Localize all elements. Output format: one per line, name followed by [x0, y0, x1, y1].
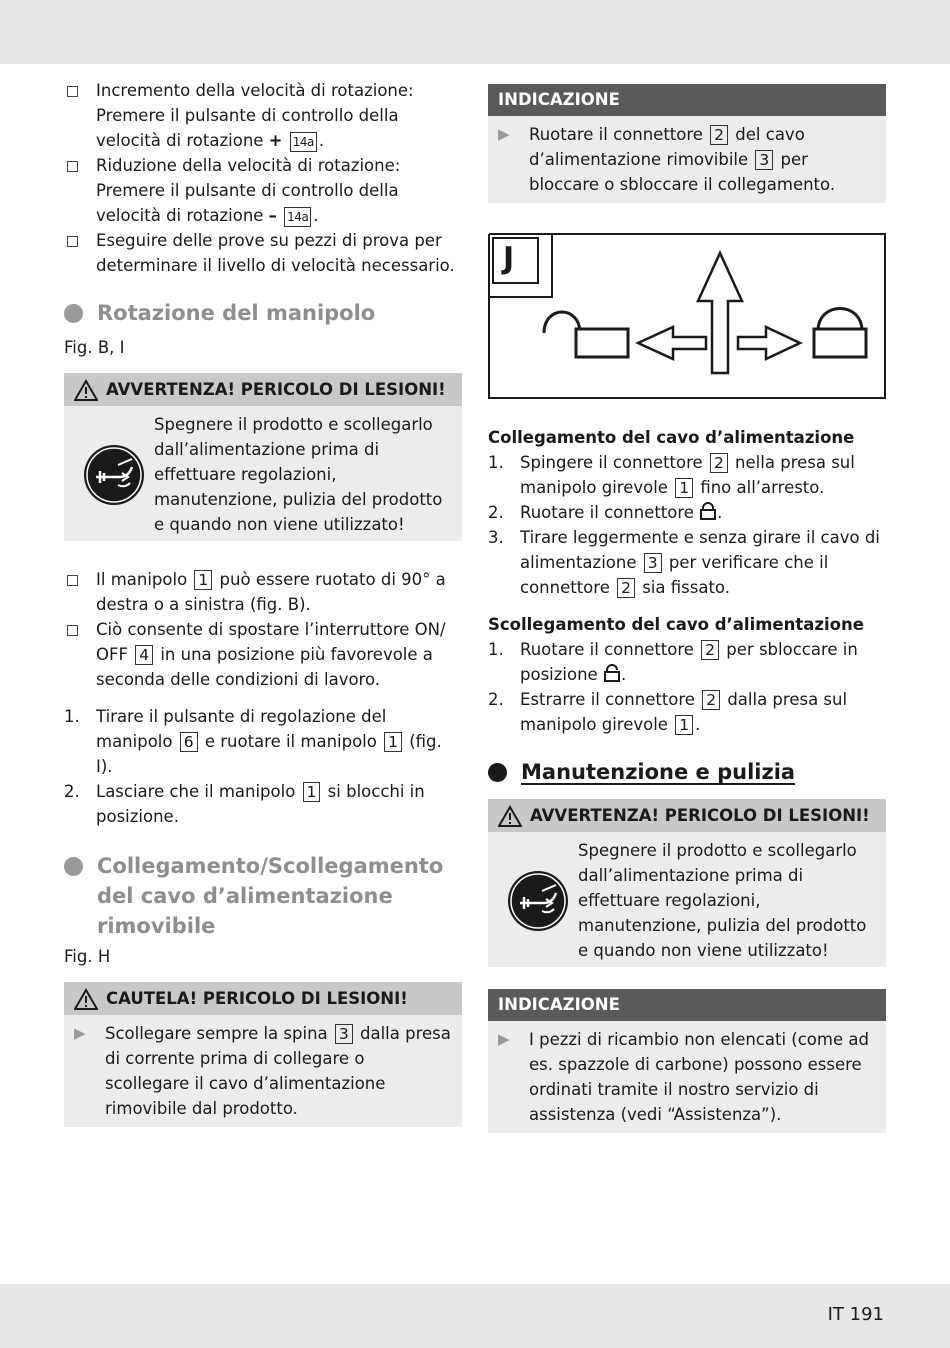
warning-text: Spegnere il prodotto e scollegarlo dall’alimentazione prima di effettuare regolazioni, manutenzione, pulizia del prodotto e quando non viene utilizzato!: [578, 841, 867, 960]
warning-box: [488, 799, 886, 967]
figure-j: [488, 233, 886, 399]
step-text: si blocchi in posizione.: [96, 782, 425, 826]
note-box: [488, 989, 886, 1133]
warning-text: Spegnere il prodotto e scollegarlo dall’alimentazione prima di effettuare regolazioni, manutenzione, pulizia del prodotto e quando non viene utilizzato!: [154, 415, 443, 534]
step-text: Lasciare che il manipolo: [96, 782, 301, 801]
step-text: .: [695, 715, 701, 734]
note-box: [488, 84, 886, 203]
arrow-right-icon: ▶: [498, 125, 510, 143]
step-text: .: [620, 665, 627, 684]
section-heading-rotation: [64, 298, 462, 328]
warning-header: [64, 373, 462, 406]
step-text: per verificare che il connettore: [520, 553, 829, 597]
ref-number: 3: [755, 150, 773, 170]
warning-triangle-icon: [74, 988, 98, 1010]
ref-number: 1: [303, 782, 321, 802]
step-text: nella presa sul manipolo girevole: [520, 453, 855, 497]
lock-unlock-diagram: [488, 233, 886, 399]
warning-header: [488, 799, 886, 832]
list-item: [488, 687, 886, 737]
step-number: 2.: [64, 782, 80, 801]
bullet-text: Riduzione della velocità di rotazione: Premere il pulsante di controllo della velocità di rotazione: [96, 156, 401, 225]
unplug-icon: [74, 412, 154, 537]
list-item: [64, 228, 462, 278]
page-number: IT 191: [827, 1304, 884, 1325]
ref-number: 4: [135, 645, 153, 665]
lock-open-icon: [603, 664, 621, 682]
list-item: [64, 779, 462, 829]
step-number: 1.: [64, 707, 80, 726]
left-column: [64, 78, 462, 1127]
lock-closed-icon: [699, 502, 717, 520]
list-item: [64, 153, 462, 228]
warning-body: [488, 832, 886, 967]
warning-triangle-icon: [74, 379, 98, 401]
step-text: Ruotare il connettore: [520, 503, 700, 522]
bullet-text: Eseguire delle prove su pezzi di prova per determinare il livello di velocità necessario.: [96, 231, 455, 275]
warning-title: AVVERTENZA! PERICOLO DI LESIONI!: [530, 806, 870, 825]
step-text: Tirare leggermente e senza girare il cavo di alimentazione: [520, 528, 880, 572]
note-title: INDICAZIONE: [488, 84, 886, 116]
rotation-bullet-list: [64, 567, 462, 692]
ref-number: 1: [194, 570, 212, 590]
step-text: fino all’arresto.: [695, 478, 825, 497]
step-text: Estrarre il connettore: [520, 690, 701, 709]
list-item: [488, 450, 886, 500]
ref-number: 1: [384, 732, 402, 752]
bullet-text: Ciò consente di spostare l’interruttore ON/ OFF: [96, 620, 446, 664]
section-title: Rotazione del manipolo: [97, 301, 376, 325]
minus-symbol: –: [268, 206, 277, 225]
step-text: (fig. I).: [96, 732, 442, 776]
ref-number: 14a: [284, 207, 311, 227]
ref-number: 2: [701, 640, 719, 660]
ref-number: 1: [675, 715, 693, 735]
ref-number: 1: [675, 478, 693, 498]
top-band: [0, 0, 950, 64]
ref-number: 2: [702, 690, 720, 710]
heading-dot-icon: [488, 763, 507, 782]
caution-title: CAUTELA! PERICOLO DI LESIONI!: [106, 989, 408, 1008]
bullet-text: .: [318, 131, 325, 150]
note-title: INDICAZIONE: [488, 989, 886, 1021]
warning-body: [64, 406, 462, 541]
bullet-text: Il manipolo: [96, 570, 193, 589]
note-text: Ruotare il connettore: [529, 125, 709, 144]
step-text: Tirare il pulsante di regolazione del manipolo: [96, 707, 387, 751]
right-column: [488, 84, 886, 1133]
ref-number: 2: [617, 578, 635, 598]
arrow-right-icon: ▶: [498, 1030, 510, 1048]
note-text: I pezzi di ricambio non elencati (come ad es. spazzole di carbone) possono essere ordinati tramite il nostro servizio di assistenza (vedi “Assistenza”).: [529, 1030, 869, 1124]
figure-reference: Fig. H: [64, 947, 111, 966]
section-title: Manutenzione e pulizia: [521, 760, 796, 784]
ref-number: 3: [644, 553, 662, 573]
bullet-text: può essere ruotato di 90° a destra o a sinistra (fig. B).: [96, 570, 446, 614]
note-text: del cavo d’alimentazione rimovibile: [529, 125, 805, 169]
caution-box: [64, 982, 462, 1127]
warning-box: [64, 373, 462, 541]
list-item: [488, 500, 886, 525]
heading-dot-icon: [64, 857, 83, 876]
caution-text: dalla presa di corrente prima di collegare o scollegare il cavo d’alimentazione rimovibile dal prodotto.: [105, 1024, 451, 1118]
step-number: 3.: [488, 528, 504, 547]
bullet-text: .: [313, 206, 319, 225]
plus-symbol: +: [268, 131, 283, 150]
arrow-right-icon: ▶: [74, 1024, 86, 1042]
caution-body: [64, 1015, 462, 1127]
unplug-icon: [498, 838, 578, 963]
caution-text: Scollegare sempre la spina: [105, 1024, 333, 1043]
ref-number: 3: [335, 1024, 353, 1044]
step-number: 1.: [488, 453, 504, 472]
bottom-band: [0, 1284, 950, 1348]
rotation-steps: [64, 704, 462, 829]
list-item: [488, 637, 886, 687]
caution-header: [64, 982, 462, 1015]
step-number: 2.: [488, 503, 504, 522]
heading-dot-icon: [64, 304, 83, 323]
step-text: sia fissato.: [636, 578, 730, 597]
step-text: dalla presa sul manipolo girevole: [520, 690, 848, 734]
step-text: per sbloccare in posizione: [520, 640, 858, 684]
bullet-text: Incremento della velocità di rotazione: Premere il pulsante di controllo della velocità di rotazione: [96, 81, 414, 150]
list-item: [488, 525, 886, 600]
section-title: Collegamento/Scollegamento del cavo d’alimentazione rimovibile: [97, 854, 444, 938]
ref-number: 14a: [290, 132, 317, 152]
list-item: [64, 704, 462, 779]
figure-reference: Fig. B, I: [64, 338, 125, 357]
note-text: per bloccare o sbloccare il collegamento.: [529, 150, 836, 194]
section-heading-maintenance: [488, 757, 886, 787]
speed-bullet-list: [64, 78, 462, 278]
disconnect-steps: [488, 637, 886, 737]
step-text: Ruotare il connettore: [520, 640, 700, 659]
connect-title: Collegamento del cavo d’alimentazione: [488, 428, 855, 447]
ref-number: 6: [180, 732, 198, 752]
list-item: [64, 617, 462, 692]
ref-number: 2: [710, 453, 728, 473]
step-text: e ruotare il manipolo: [199, 732, 383, 751]
section-heading-power-cable: [64, 851, 462, 941]
step-number: 1.: [488, 640, 504, 659]
list-item: [64, 78, 462, 153]
list-item: [64, 567, 462, 617]
note-body: [488, 1021, 886, 1133]
warning-triangle-icon: [498, 805, 522, 827]
figure-label: J: [503, 241, 515, 276]
step-text: Spingere il connettore: [520, 453, 708, 472]
warning-title: AVVERTENZA! PERICOLO DI LESIONI!: [106, 380, 446, 399]
step-number: 2.: [488, 690, 504, 709]
note-body: [488, 116, 886, 203]
ref-number: 2: [710, 125, 728, 145]
step-text: .: [717, 503, 723, 522]
disconnect-title: Scollegamento del cavo d’alimentazione: [488, 615, 864, 634]
connect-steps: [488, 450, 886, 600]
bullet-text: in una posizione più favorevole a seconda delle condizioni di lavoro.: [96, 645, 433, 689]
